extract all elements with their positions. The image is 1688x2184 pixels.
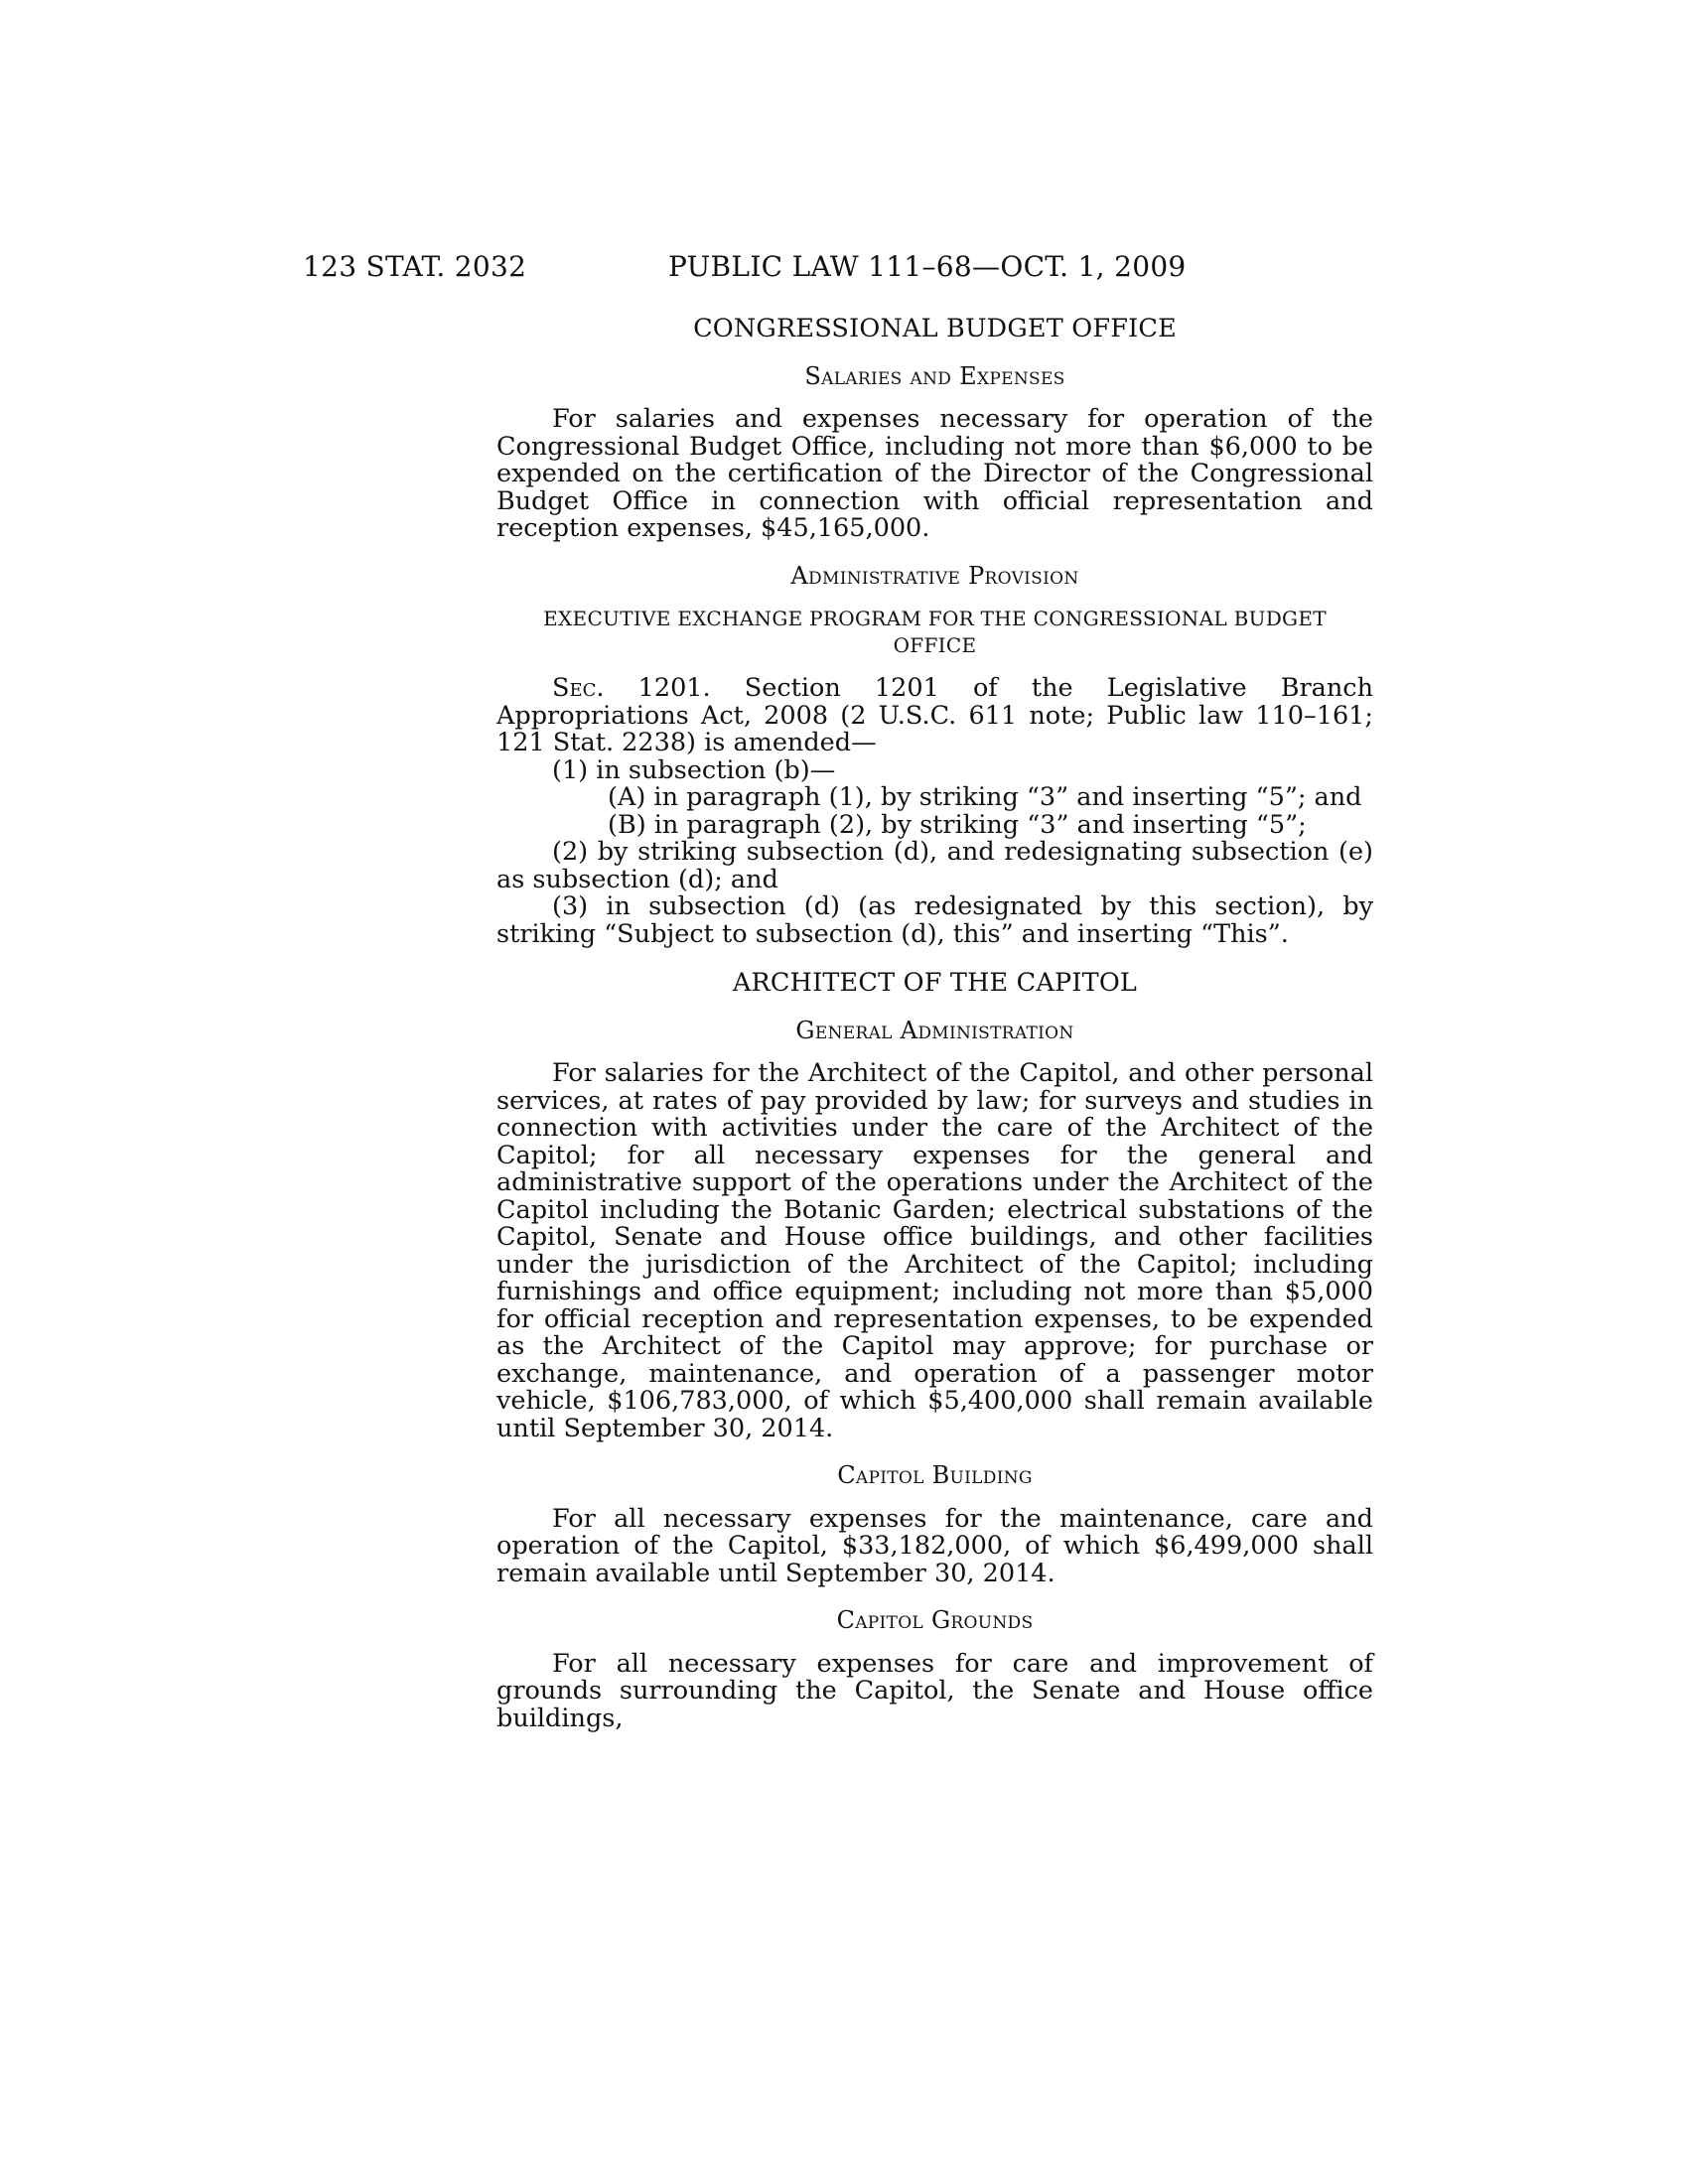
section-number: Sec. 1201.	[552, 673, 711, 703]
statute-citation: 123 STAT. 2032	[303, 250, 527, 283]
subheading-executive-exchange: EXECUTIVE EXCHANGE PROGRAM FOR THE CONGRESSIONAL BUDGET OFFICE	[543, 607, 1327, 657]
section-heading-general-administration: General Administration	[795, 1016, 1074, 1044]
section-heading-capitol-building: Capitol Building	[837, 1461, 1033, 1489]
section-heading-salaries-expenses: Salaries and Expenses	[804, 361, 1065, 390]
paragraph-cbo-salaries: For salaries and expenses necessary for operation of the Congressional Budget Office, including not more than $6,000 to be expended on the certification of the Director of the Congressional Budget Office in connection with official representation and reception expenses, $45,165,000.	[496, 404, 1373, 543]
paragraph-general-administration: For salaries for the Architect of the Capitol, and other personal services, at rates of pay provided by law; for surveys and studies in connection with activities under the care of the Architect of the Capitol; for all necessary expenses for the general and administrative support of the operations under the Architect of the Capitol including the Botanic Garden; electrical substations of the Capitol, Senate and House office buildings, and other facilities under the jurisdiction of the Architect of the Capitol; including furnishings and office equipment; including not more than $5,000 for official reception and representation expenses, to be expended as the Architect of the Capitol may approve; for purchase or exchange, maintenance, and operation of a passenger motor vehicle, $106,783,000, of which $5,400,000 shall remain available until September 30, 2014.	[496, 1058, 1373, 1443]
amendment-item-2: (2) by striking subsection (d), and redesignating subsection (e) as subsection (d); and	[496, 837, 1373, 894]
amendment-item-1b: (B) in paragraph (2), by striking “3” and inserting “5”;	[608, 809, 1307, 840]
section-text: Section 1201 of the Legislative Branch Appropriations Act, 2008 (2 U.S.C. 611 note; Public law 110–161; 121 Stat. 2238) is amended—	[496, 673, 1374, 757]
main-column	[496, 316, 1373, 1752]
agency-heading-cbo: CONGRESSIONAL BUDGET OFFICE	[693, 314, 1177, 343]
amendment-item-3: (3) in subsection (d) (as redesignated by this section), by striking “Subject to subsection (d), this” and inserting “This”.	[496, 891, 1373, 949]
section-heading-administrative-provision: Administrative Provision	[790, 561, 1079, 590]
paragraph-sec-1201	[496, 675, 1373, 757]
paragraph-capitol-grounds: For all necessary expenses for care and improvement of grounds surrounding the Capitol, the Senate and House office buildings,	[496, 1648, 1373, 1733]
amendment-item-1: (1) in subsection (b)—	[552, 754, 836, 785]
running-head	[0, 250, 1688, 290]
amendment-item-1a: (A) in paragraph (1), by striking “3” and inserting “5”; and	[608, 782, 1362, 812]
public-law-title: PUBLIC LAW 111–68—OCT. 1, 2009	[668, 250, 1187, 283]
paragraph-capitol-building: For all necessary expenses for the maintenance, care and operation of the Capitol, $33,182,000, of which $6,499,000 shall remain available until September 30, 2014.	[496, 1503, 1373, 1588]
section-heading-capitol-grounds: Capitol Grounds	[836, 1606, 1034, 1634]
agency-heading-architect: ARCHITECT OF THE CAPITOL	[732, 968, 1138, 998]
